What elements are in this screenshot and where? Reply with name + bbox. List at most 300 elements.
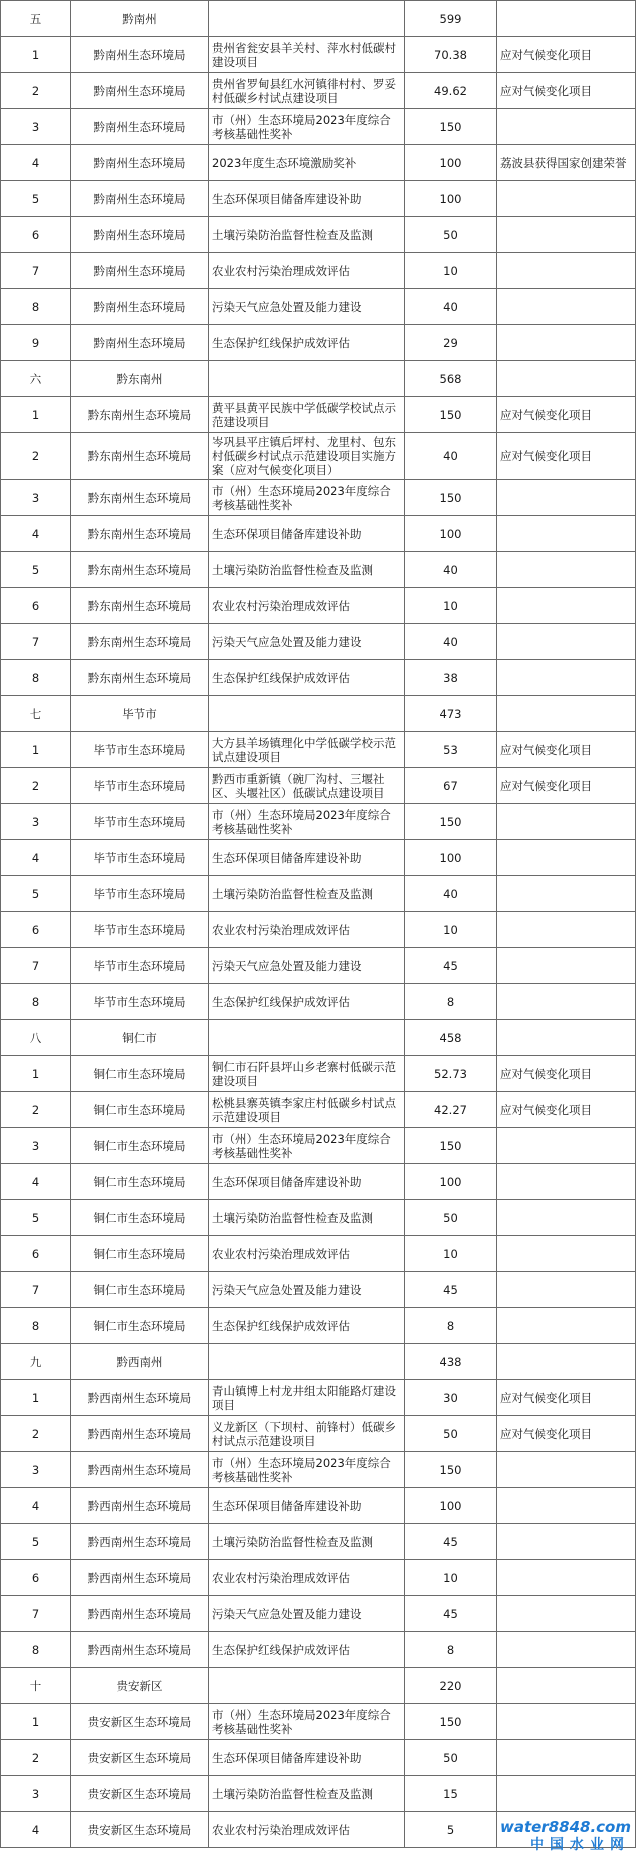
row-number: 7 — [1, 1272, 71, 1308]
row-number: 8 — [1, 1308, 71, 1344]
remark-note — [497, 552, 636, 588]
row-number: 8 — [1, 984, 71, 1020]
table-row — [1, 1524, 636, 1560]
unit-name: 铜仁市生态环境局 — [71, 1056, 209, 1092]
project-name: 市（州）生态环境局2023年度综合考核基础性奖补 — [209, 1452, 405, 1488]
project-name: 土壤污染防治监督性检查及监测 — [209, 552, 405, 588]
project-name: 生态环保项目储备库建设补助 — [209, 840, 405, 876]
remark-note — [497, 1, 636, 37]
remark-note — [497, 804, 636, 840]
project-name: 生态保护红线保护成效评估 — [209, 984, 405, 1020]
unit-name: 黔东南州生态环境局 — [71, 397, 209, 433]
table-row — [1, 516, 636, 552]
remark-note: 荔波县获得国家创建荣誉 — [497, 145, 636, 181]
section-header-row — [1, 1020, 636, 1056]
unit-name: 黔南州 — [71, 1, 209, 37]
unit-name: 铜仁市 — [71, 1020, 209, 1056]
table-row — [1, 217, 636, 253]
remark-note — [497, 1524, 636, 1560]
row-number: 7 — [1, 624, 71, 660]
remark-note — [497, 516, 636, 552]
watermark-url: water8848.com — [500, 1818, 631, 1836]
unit-name: 黔南州生态环境局 — [71, 181, 209, 217]
project-name: 土壤污染防治监督性检查及监测 — [209, 1200, 405, 1236]
project-name: 农业农村污染治理成效评估 — [209, 912, 405, 948]
unit-name: 黔东南州生态环境局 — [71, 624, 209, 660]
unit-name: 黔南州生态环境局 — [71, 325, 209, 361]
remark-note — [497, 1632, 636, 1668]
amount-value: 50 — [405, 1200, 497, 1236]
project-name: 贵州省罗甸县红水河镇徘村村、罗妥村低碳乡村试点建设项目 — [209, 73, 405, 109]
amount-value: 150 — [405, 480, 497, 516]
amount-value: 10 — [405, 588, 497, 624]
remark-note — [497, 840, 636, 876]
section-header-row — [1, 361, 636, 397]
remark-note — [497, 109, 636, 145]
project-name — [209, 1, 405, 37]
table-row — [1, 624, 636, 660]
amount-value: 45 — [405, 948, 497, 984]
amount-value: 40 — [405, 876, 497, 912]
project-name: 市（州）生态环境局2023年度综合考核基础性奖补 — [209, 804, 405, 840]
project-name: 污染天气应急处置及能力建设 — [209, 948, 405, 984]
unit-name: 贵安新区生态环境局 — [71, 1740, 209, 1776]
remark-note — [497, 1596, 636, 1632]
remark-note — [497, 912, 636, 948]
remark-note — [497, 696, 636, 732]
unit-name: 黔西南州生态环境局 — [71, 1632, 209, 1668]
section-header-row — [1, 1, 636, 37]
section-header-row — [1, 696, 636, 732]
amount-value: 38 — [405, 660, 497, 696]
project-name: 生态环保项目储备库建设补助 — [209, 516, 405, 552]
amount-value: 29 — [405, 325, 497, 361]
row-number: 6 — [1, 588, 71, 624]
table-row — [1, 181, 636, 217]
row-number: 七 — [1, 696, 71, 732]
row-number: 1 — [1, 732, 71, 768]
unit-name: 毕节市生态环境局 — [71, 768, 209, 804]
unit-name: 黔南州生态环境局 — [71, 253, 209, 289]
unit-name: 贵安新区生态环境局 — [71, 1812, 209, 1848]
table-row — [1, 1632, 636, 1668]
remark-note — [497, 876, 636, 912]
table-row — [1, 253, 636, 289]
unit-name: 黔南州生态环境局 — [71, 109, 209, 145]
table-row — [1, 768, 636, 804]
amount-value: 49.62 — [405, 73, 497, 109]
row-number: 3 — [1, 1776, 71, 1812]
remark-note — [497, 588, 636, 624]
unit-name: 毕节市生态环境局 — [71, 948, 209, 984]
amount-value: 100 — [405, 1164, 497, 1200]
table-row — [1, 1200, 636, 1236]
unit-name: 毕节市生态环境局 — [71, 804, 209, 840]
project-name: 土壤污染防治监督性检查及监测 — [209, 1524, 405, 1560]
table-row — [1, 804, 636, 840]
amount-value: 40 — [405, 624, 497, 660]
unit-name: 铜仁市生态环境局 — [71, 1236, 209, 1272]
table-row — [1, 1092, 636, 1128]
row-number: 7 — [1, 1596, 71, 1632]
unit-name: 黔东南州生态环境局 — [71, 588, 209, 624]
remark-note — [497, 480, 636, 516]
row-number: 八 — [1, 1020, 71, 1056]
unit-name: 黔东南州 — [71, 361, 209, 397]
project-name: 污染天气应急处置及能力建设 — [209, 624, 405, 660]
row-number: 9 — [1, 325, 71, 361]
unit-name: 黔西南州生态环境局 — [71, 1380, 209, 1416]
row-number: 6 — [1, 1560, 71, 1596]
project-name: 黔西市重新镇（碗厂沟村、三堰社区、头堰社区）低碳试点建设项目 — [209, 768, 405, 804]
row-number: 2 — [1, 768, 71, 804]
remark-note — [497, 325, 636, 361]
table-row — [1, 289, 636, 325]
amount-value: 40 — [405, 433, 497, 480]
unit-name: 毕节市 — [71, 696, 209, 732]
unit-name: 黔南州生态环境局 — [71, 73, 209, 109]
unit-name: 毕节市生态环境局 — [71, 732, 209, 768]
unit-name: 毕节市生态环境局 — [71, 840, 209, 876]
amount-value: 10 — [405, 1560, 497, 1596]
unit-name: 铜仁市生态环境局 — [71, 1092, 209, 1128]
unit-name: 铜仁市生态环境局 — [71, 1272, 209, 1308]
table-row — [1, 588, 636, 624]
row-number: 1 — [1, 1704, 71, 1740]
amount-value: 150 — [405, 1128, 497, 1164]
table-row — [1, 552, 636, 588]
remark-note: 应对气候变化项目 — [497, 768, 636, 804]
project-name: 土壤污染防治监督性检查及监测 — [209, 1776, 405, 1812]
row-number: 5 — [1, 181, 71, 217]
project-name: 青山镇博上村龙井组太阳能路灯建设项目 — [209, 1380, 405, 1416]
row-number: 2 — [1, 433, 71, 480]
amount-value: 10 — [405, 912, 497, 948]
watermark-site-name: 中国水业网 — [530, 1837, 630, 1853]
project-name: 生态环保项目储备库建设补助 — [209, 1488, 405, 1524]
section-header-row — [1, 1344, 636, 1380]
project-name: 市（州）生态环境局2023年度综合考核基础性奖补 — [209, 480, 405, 516]
amount-value: 40 — [405, 289, 497, 325]
table-row — [1, 984, 636, 1020]
table-row — [1, 145, 636, 181]
row-number: 6 — [1, 217, 71, 253]
unit-name: 铜仁市生态环境局 — [71, 1200, 209, 1236]
row-number: 1 — [1, 37, 71, 73]
row-number: 十 — [1, 1668, 71, 1704]
project-name: 义龙新区（下坝村、前锋村）低碳乡村试点示范建设项目 — [209, 1416, 405, 1452]
amount-value: 52.73 — [405, 1056, 497, 1092]
table-row — [1, 73, 636, 109]
amount-value: 45 — [405, 1272, 497, 1308]
project-name: 生态环保项目储备库建设补助 — [209, 181, 405, 217]
remark-note — [497, 1740, 636, 1776]
table-row — [1, 1560, 636, 1596]
remark-note — [497, 1560, 636, 1596]
table-row — [1, 1128, 636, 1164]
row-number: 3 — [1, 1452, 71, 1488]
table-row — [1, 1416, 636, 1452]
project-name: 农业农村污染治理成效评估 — [209, 1560, 405, 1596]
remark-note — [497, 1452, 636, 1488]
row-number: 8 — [1, 289, 71, 325]
row-number: 1 — [1, 397, 71, 433]
project-name — [209, 361, 405, 397]
amount-value: 5 — [405, 1812, 497, 1848]
table-row — [1, 948, 636, 984]
project-name: 土壤污染防治监督性检查及监测 — [209, 217, 405, 253]
project-name: 生态保护红线保护成效评估 — [209, 660, 405, 696]
unit-name: 黔西南州生态环境局 — [71, 1416, 209, 1452]
remark-note — [497, 1200, 636, 1236]
amount-value: 15 — [405, 1776, 497, 1812]
project-name: 农业农村污染治理成效评估 — [209, 1812, 405, 1848]
project-name: 生态保护红线保护成效评估 — [209, 1632, 405, 1668]
project-name: 铜仁市石阡县坪山乡老寨村低碳示范建设项目 — [209, 1056, 405, 1092]
amount-value: 438 — [405, 1344, 497, 1380]
table-row — [1, 433, 636, 480]
unit-name: 黔东南州生态环境局 — [71, 433, 209, 480]
watermark-logo — [500, 1818, 630, 1856]
unit-name: 黔西南州生态环境局 — [71, 1596, 209, 1632]
amount-value: 42.27 — [405, 1092, 497, 1128]
row-number: 3 — [1, 480, 71, 516]
row-number: 4 — [1, 516, 71, 552]
amount-value: 10 — [405, 1236, 497, 1272]
table-row — [1, 732, 636, 768]
project-name: 市（州）生态环境局2023年度综合考核基础性奖补 — [209, 109, 405, 145]
table-row — [1, 1272, 636, 1308]
row-number: 7 — [1, 948, 71, 984]
table-row — [1, 1596, 636, 1632]
remark-note — [497, 1308, 636, 1344]
unit-name: 黔西南州生态环境局 — [71, 1452, 209, 1488]
section-header-row — [1, 1668, 636, 1704]
table-row — [1, 1452, 636, 1488]
table-row — [1, 1164, 636, 1200]
unit-name: 黔南州生态环境局 — [71, 217, 209, 253]
amount-value: 50 — [405, 1416, 497, 1452]
remark-note — [497, 1128, 636, 1164]
project-name: 农业农村污染治理成效评估 — [209, 1236, 405, 1272]
amount-value: 30 — [405, 1380, 497, 1416]
project-name: 市（州）生态环境局2023年度综合考核基础性奖补 — [209, 1704, 405, 1740]
project-name: 污染天气应急处置及能力建设 — [209, 1272, 405, 1308]
remark-note — [497, 253, 636, 289]
row-number: 3 — [1, 1128, 71, 1164]
remark-note: 应对气候变化项目 — [497, 1092, 636, 1128]
row-number: 6 — [1, 912, 71, 948]
project-name: 生态保护红线保护成效评估 — [209, 1308, 405, 1344]
amount-value: 150 — [405, 109, 497, 145]
remark-note — [497, 1776, 636, 1812]
amount-value: 50 — [405, 1740, 497, 1776]
amount-value: 150 — [405, 804, 497, 840]
table-row — [1, 37, 636, 73]
row-number: 2 — [1, 73, 71, 109]
row-number: 7 — [1, 253, 71, 289]
remark-note — [497, 1272, 636, 1308]
table-row — [1, 660, 636, 696]
remark-note — [497, 624, 636, 660]
table-row — [1, 1776, 636, 1812]
unit-name: 黔西南州生态环境局 — [71, 1488, 209, 1524]
row-number: 4 — [1, 1812, 71, 1848]
unit-name: 贵安新区 — [71, 1668, 209, 1704]
project-name: 贵州省瓮安县羊关村、萍水村低碳村建设项目 — [209, 37, 405, 73]
row-number: 1 — [1, 1380, 71, 1416]
remark-note: 应对气候变化项目 — [497, 433, 636, 480]
remark-note: 应对气候变化项目 — [497, 397, 636, 433]
amount-value: 53 — [405, 732, 497, 768]
unit-name: 黔南州生态环境局 — [71, 37, 209, 73]
table-row — [1, 109, 636, 145]
project-name: 生态环保项目储备库建设补助 — [209, 1740, 405, 1776]
row-number: 5 — [1, 552, 71, 588]
unit-name: 黔南州生态环境局 — [71, 145, 209, 181]
amount-value: 70.38 — [405, 37, 497, 73]
unit-name: 铜仁市生态环境局 — [71, 1308, 209, 1344]
amount-value: 100 — [405, 840, 497, 876]
table-row — [1, 1236, 636, 1272]
row-number: 3 — [1, 804, 71, 840]
unit-name: 毕节市生态环境局 — [71, 912, 209, 948]
row-number: 4 — [1, 1488, 71, 1524]
unit-name: 毕节市生态环境局 — [71, 876, 209, 912]
unit-name: 铜仁市生态环境局 — [71, 1164, 209, 1200]
row-number: 2 — [1, 1740, 71, 1776]
remark-note — [497, 984, 636, 1020]
amount-value: 100 — [405, 181, 497, 217]
remark-note — [497, 217, 636, 253]
remark-note: 应对气候变化项目 — [497, 1056, 636, 1092]
amount-value: 100 — [405, 516, 497, 552]
project-name: 土壤污染防治监督性检查及监测 — [209, 876, 405, 912]
amount-value: 458 — [405, 1020, 497, 1056]
unit-name: 黔西南州 — [71, 1344, 209, 1380]
remark-note — [497, 361, 636, 397]
table-row — [1, 912, 636, 948]
remark-note — [497, 181, 636, 217]
row-number: 3 — [1, 109, 71, 145]
remark-note — [497, 1344, 636, 1380]
amount-value: 150 — [405, 397, 497, 433]
remark-note: 应对气候变化项目 — [497, 37, 636, 73]
unit-name: 毕节市生态环境局 — [71, 984, 209, 1020]
remark-note — [497, 1020, 636, 1056]
table-row — [1, 840, 636, 876]
amount-value: 568 — [405, 361, 497, 397]
remark-note — [497, 289, 636, 325]
table-row — [1, 1488, 636, 1524]
table-row — [1, 1740, 636, 1776]
amount-value: 599 — [405, 1, 497, 37]
project-name: 污染天气应急处置及能力建设 — [209, 1596, 405, 1632]
amount-value: 100 — [405, 145, 497, 181]
unit-name: 黔东南州生态环境局 — [71, 480, 209, 516]
table-row — [1, 325, 636, 361]
row-number: 4 — [1, 840, 71, 876]
amount-value: 45 — [405, 1596, 497, 1632]
amount-value: 8 — [405, 1632, 497, 1668]
row-number: 六 — [1, 361, 71, 397]
remark-note — [497, 948, 636, 984]
amount-value: 8 — [405, 1308, 497, 1344]
row-number: 九 — [1, 1344, 71, 1380]
row-number: 4 — [1, 1164, 71, 1200]
project-name — [209, 696, 405, 732]
project-name — [209, 1668, 405, 1704]
amount-value: 67 — [405, 768, 497, 804]
funding-table-body — [1, 1, 636, 1848]
remark-note: 应对气候变化项目 — [497, 1380, 636, 1416]
project-name: 生态保护红线保护成效评估 — [209, 325, 405, 361]
project-name: 市（州）生态环境局2023年度综合考核基础性奖补 — [209, 1128, 405, 1164]
project-name: 农业农村污染治理成效评估 — [209, 588, 405, 624]
project-name: 2023年度生态环境激励奖补 — [209, 145, 405, 181]
project-name: 大方县羊场镇理化中学低碳学校示范试点建设项目 — [209, 732, 405, 768]
table-row — [1, 1056, 636, 1092]
project-name — [209, 1020, 405, 1056]
unit-name: 黔西南州生态环境局 — [71, 1524, 209, 1560]
table-row — [1, 876, 636, 912]
unit-name: 铜仁市生态环境局 — [71, 1128, 209, 1164]
amount-value: 40 — [405, 552, 497, 588]
remark-note — [497, 1488, 636, 1524]
table-row — [1, 397, 636, 433]
row-number: 2 — [1, 1092, 71, 1128]
unit-name: 黔南州生态环境局 — [71, 289, 209, 325]
row-number: 2 — [1, 1416, 71, 1452]
project-name: 农业农村污染治理成效评估 — [209, 253, 405, 289]
unit-name: 贵安新区生态环境局 — [71, 1704, 209, 1740]
row-number: 5 — [1, 876, 71, 912]
project-name: 岑巩县平庄镇后坪村、龙里村、包东村低碳乡村试点示范建设项目实施方案（应对气候变化项目） — [209, 433, 405, 480]
unit-name: 黔东南州生态环境局 — [71, 552, 209, 588]
table-row — [1, 1380, 636, 1416]
table-row — [1, 480, 636, 516]
row-number: 五 — [1, 1, 71, 37]
amount-value: 220 — [405, 1668, 497, 1704]
remark-note: 应对气候变化项目 — [497, 1416, 636, 1452]
project-name: 污染天气应急处置及能力建设 — [209, 289, 405, 325]
remark-note — [497, 660, 636, 696]
amount-value: 150 — [405, 1452, 497, 1488]
project-name: 生态环保项目储备库建设补助 — [209, 1164, 405, 1200]
unit-name: 黔西南州生态环境局 — [71, 1560, 209, 1596]
row-number: 8 — [1, 1632, 71, 1668]
row-number: 5 — [1, 1524, 71, 1560]
amount-value: 473 — [405, 696, 497, 732]
remark-note: 应对气候变化项目 — [497, 732, 636, 768]
project-name: 黄平县黄平民族中学低碳学校试点示范建设项目 — [209, 397, 405, 433]
amount-value: 45 — [405, 1524, 497, 1560]
row-number: 8 — [1, 660, 71, 696]
project-name — [209, 1344, 405, 1380]
remark-note — [497, 1668, 636, 1704]
table-row — [1, 1704, 636, 1740]
amount-value: 50 — [405, 217, 497, 253]
unit-name: 贵安新区生态环境局 — [71, 1776, 209, 1812]
row-number: 6 — [1, 1236, 71, 1272]
amount-value: 150 — [405, 1704, 497, 1740]
row-number: 4 — [1, 145, 71, 181]
amount-value: 10 — [405, 253, 497, 289]
amount-value: 8 — [405, 984, 497, 1020]
row-number: 5 — [1, 1200, 71, 1236]
table-row — [1, 1308, 636, 1344]
unit-name: 黔东南州生态环境局 — [71, 660, 209, 696]
